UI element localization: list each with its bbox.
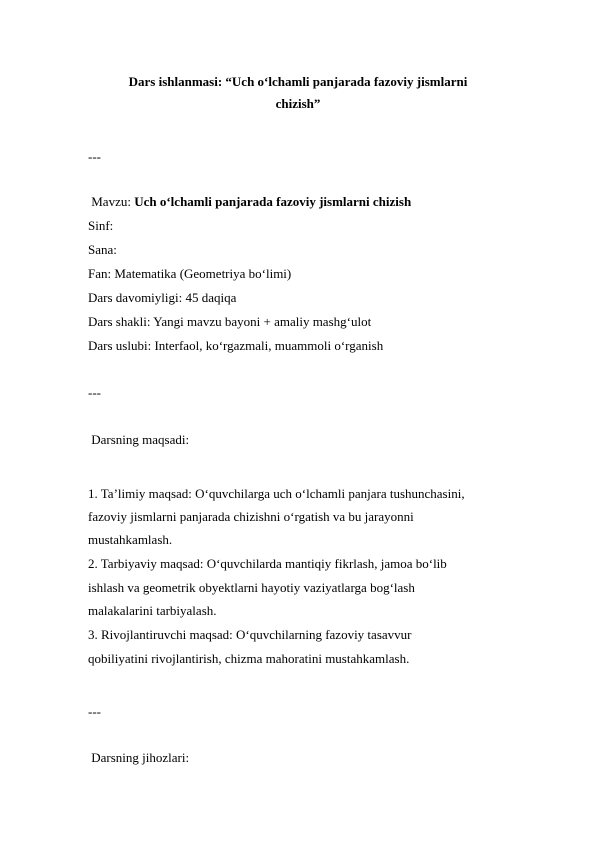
info-subject: Fan: Matematika (Geometriya bo‘limi)	[88, 266, 292, 281]
document-title-line-1: Dars ishlanmasi: “Uch o‘lchamli panjarada fazoviy jismlarni	[128, 74, 468, 89]
topic-label: Mavzu:	[88, 194, 135, 209]
topic-value: Uch o‘lchamli panjarada fazoviy jismlarni chizish	[134, 194, 412, 209]
goal-line: 1. Ta’limiy maqsad: O‘quvchilarga uch o‘lchamli panjara tushunchasini,	[88, 486, 465, 501]
document-title-line-2: chizish”	[275, 96, 321, 111]
info-duration: Dars davomiyligi: 45 daqiqa	[88, 290, 237, 305]
goal-line: qobiliyatini rivojlantirish, chizma mahoratini mustahkamlash.	[88, 651, 410, 666]
goal-line: malakalarini tarbiyalash.	[88, 603, 217, 618]
info-class: Sinf:	[88, 218, 114, 233]
info-form: Dars shakli: Yangi mavzu bayoni + amaliy mashg‘ulot	[88, 314, 372, 329]
separator-2: ---	[88, 385, 101, 400]
topic-line	[88, 194, 411, 210]
goal-line: 3. Rivojlantiruvchi maqsad: O‘quvchilarning fazoviy tasavvur	[88, 627, 412, 642]
goal-line: ishlash va geometrik obyektlarni hayotiy vaziyatlarga bog‘lash	[88, 580, 415, 595]
separator-3: ---	[88, 704, 101, 719]
info-date: Sana:	[88, 242, 117, 257]
info-method: Dars uslubi: Interfaol, ko‘rgazmali, muammoli o‘rganish	[88, 338, 384, 353]
goals-heading: Darsning maqsadi:	[88, 432, 190, 447]
goal-line: 2. Tarbiyaviy maqsad: O‘quvchilarda mantiqiy fikrlash, jamoa bo‘lib	[88, 556, 447, 571]
separator-1: ---	[88, 149, 101, 164]
goal-line: mustahkamlash.	[88, 532, 173, 547]
goal-line: fazoviy jismlarni panjarada chizishni o‘rgatish va bu jarayonni	[88, 509, 414, 524]
equipment-heading: Darsning jihozlari:	[88, 750, 190, 765]
